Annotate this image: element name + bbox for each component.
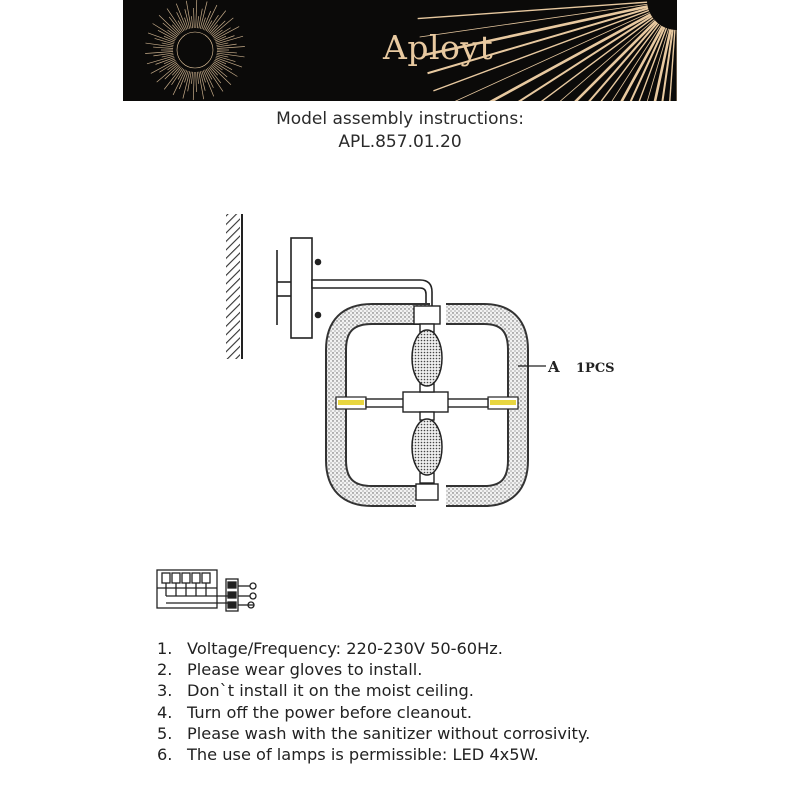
model-number: APL.857.01.20 — [338, 132, 462, 152]
bulb-upper — [412, 330, 442, 386]
part-label: A — [548, 358, 560, 376]
instruction-item: 6. The use of lamps is permissible: LED 4x5W. — [157, 745, 539, 765]
wall-section — [226, 214, 242, 359]
part-callout — [518, 358, 615, 376]
bulb-lower — [412, 419, 442, 475]
instruction-item: 1. Voltage/Frequency: 220-230V 50-60Hz. — [157, 639, 503, 658]
wiring-diagram — [157, 570, 256, 611]
part-quantity: 1PCS — [576, 361, 615, 376]
instruction-item: 2. Please wear gloves to install. — [157, 660, 423, 680]
page-title: Model assembly instructions: — [276, 109, 524, 129]
brand-name: Aployt — [383, 28, 494, 67]
instruction-item: 3. Don`t install it on the moist ceiling. — [157, 681, 474, 701]
instruction-item: 4. Turn off the power before cleanout. — [157, 702, 472, 722]
instructions-list — [157, 638, 590, 765]
instruction-item: 5. Please wash with the sanitizer without corrosivity. — [157, 723, 591, 743]
